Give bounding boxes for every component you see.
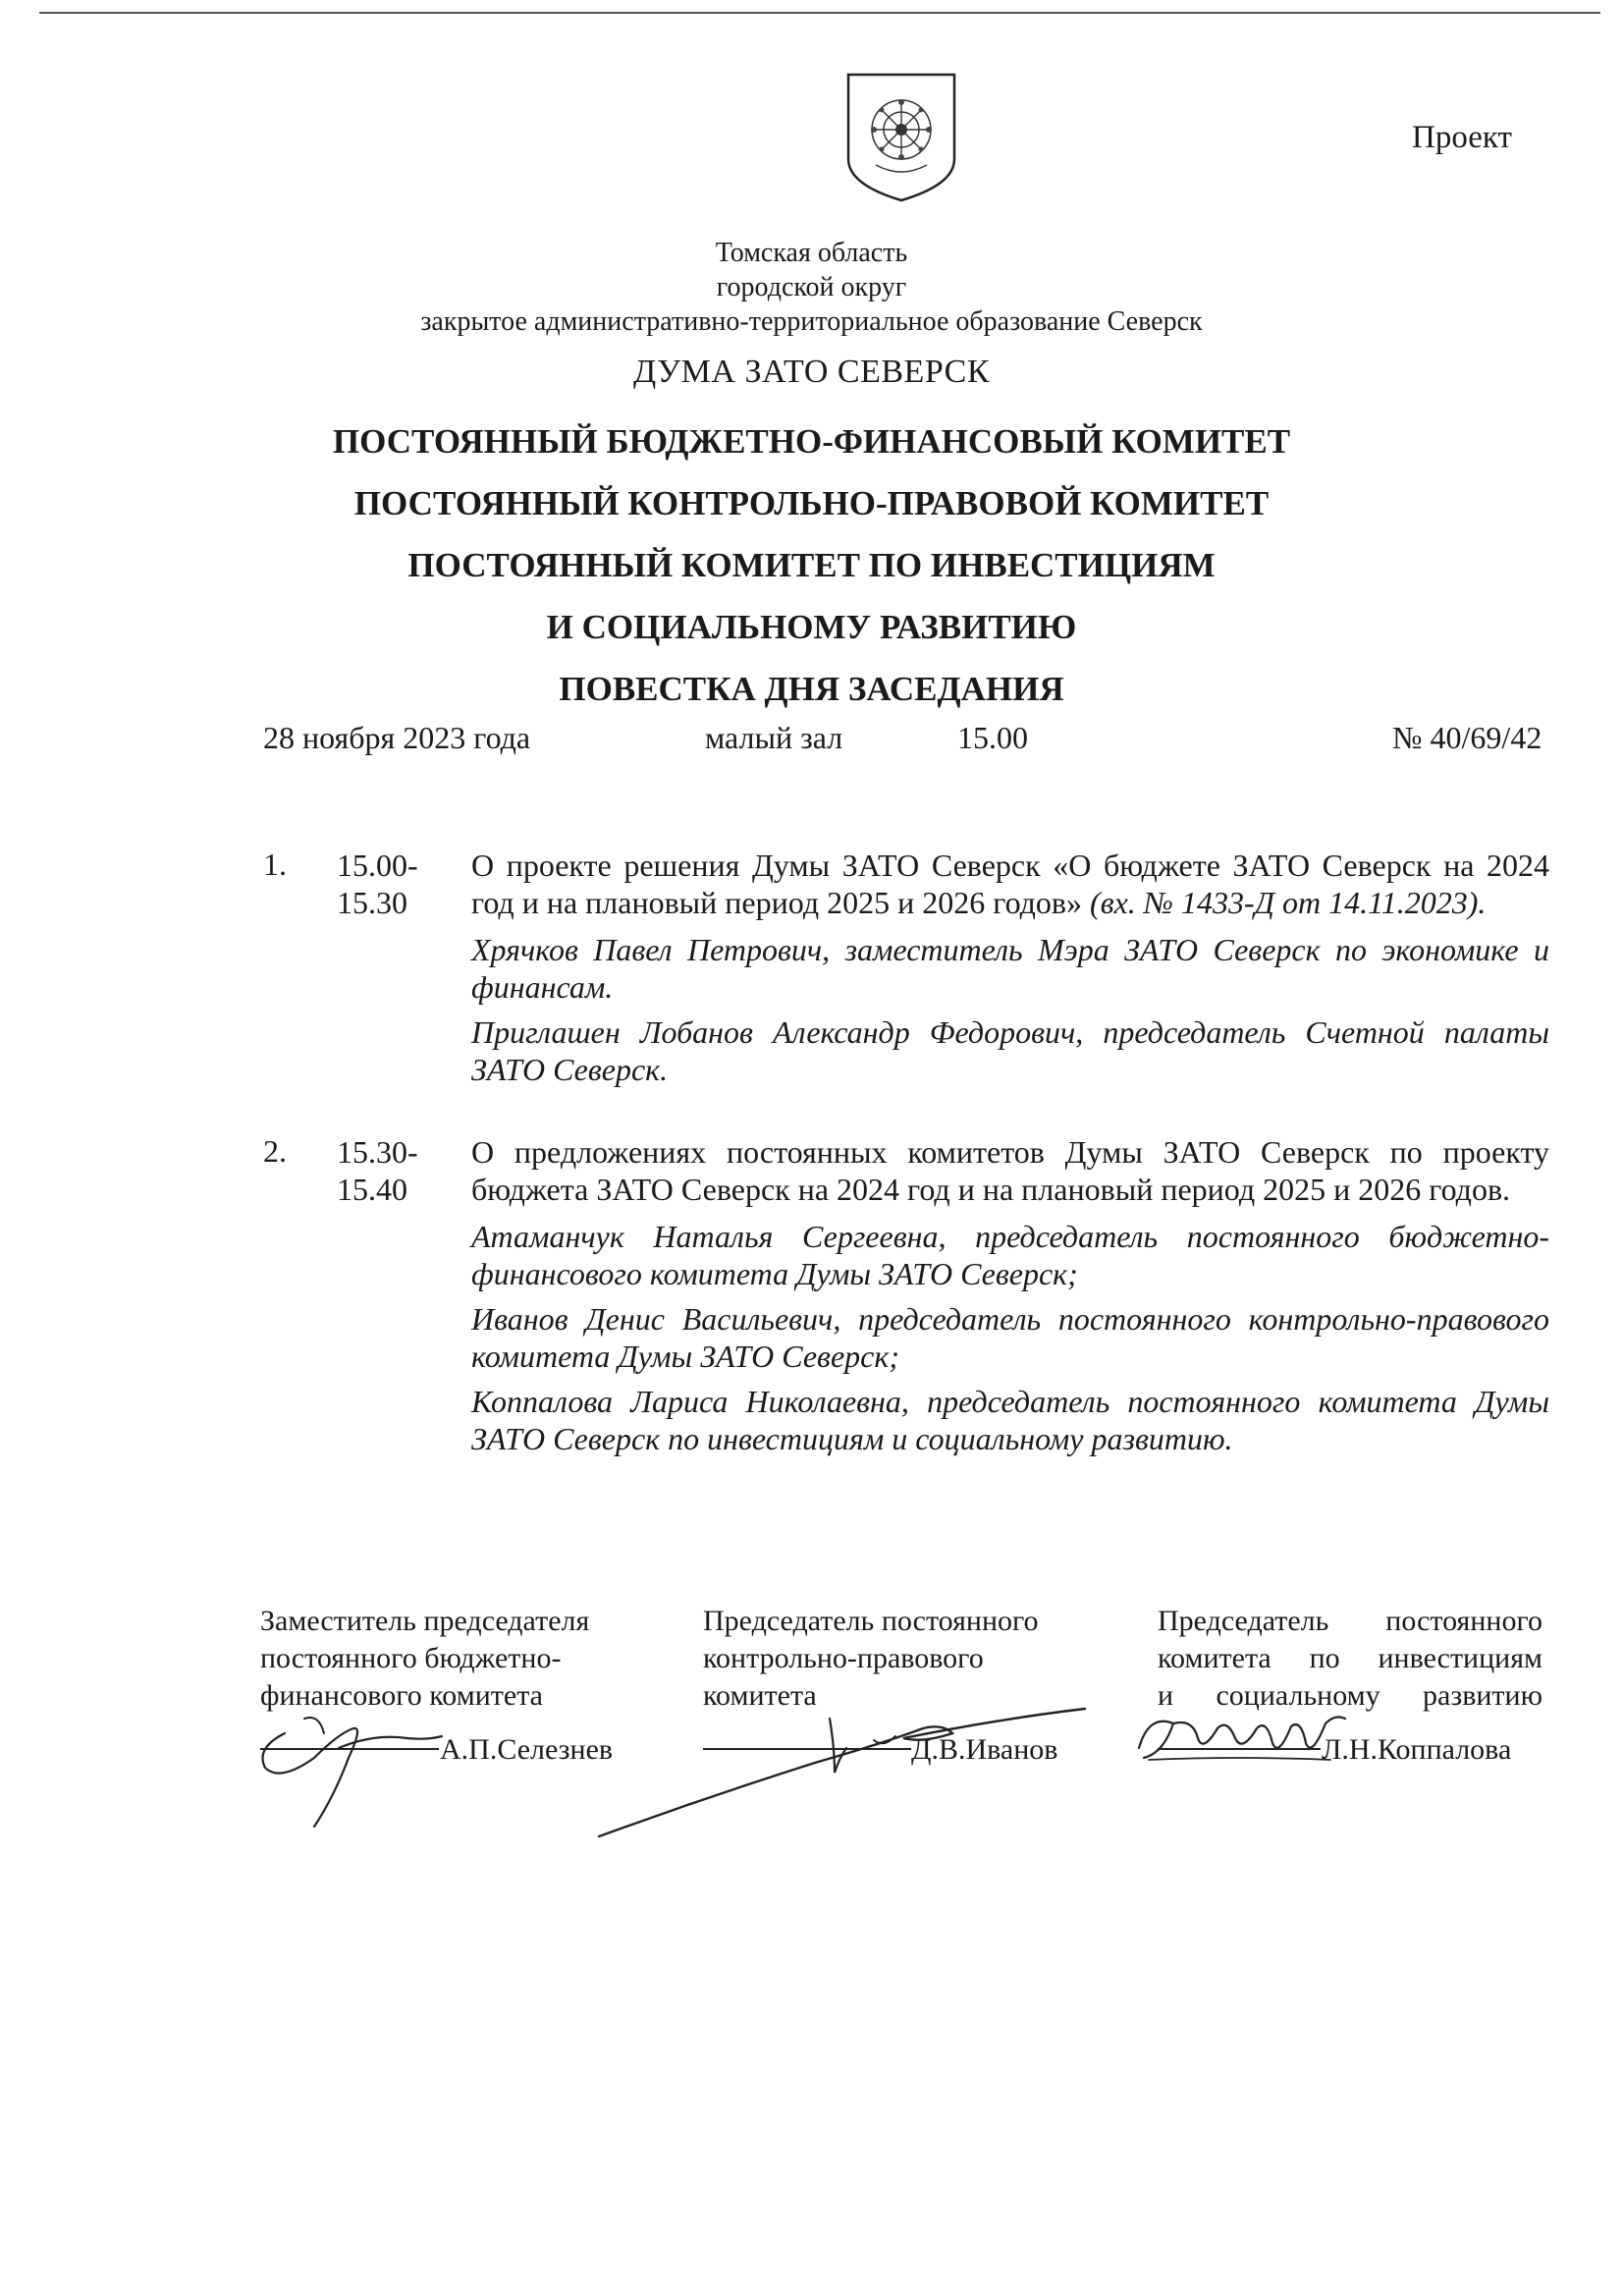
agenda-item-title: [471, 847, 1549, 921]
handwritten-signature-3: [1119, 1699, 1365, 1777]
meeting-time: 15.00: [957, 720, 1028, 755]
committee-line: ПОСТОЯННЫЙ КОМИТЕТ ПО ИНВЕСТИЦИЯМ: [407, 546, 1216, 584]
signatory-name: Д.В.Иванов: [911, 1733, 1058, 1766]
agenda-item-time: [337, 847, 418, 921]
agenda-title: ПОВЕСТКА ДНЯ ЗАСЕДАНИЯ: [559, 670, 1064, 708]
project-label: Проект: [1412, 120, 1512, 155]
region-line: городской округ: [716, 272, 907, 302]
committee-line: ПОСТОЯННЫЙ КОНТРОЛЬНО-ПРАВОВОЙ КОМИТЕТ: [353, 484, 1270, 522]
position-line: постоянного бюджетно-: [260, 1642, 562, 1674]
agenda-item-number: 2.: [263, 1133, 287, 1169]
position-line: Заместитель председателя: [260, 1605, 590, 1637]
position-line: комитета: [703, 1679, 817, 1712]
committees-heading: [0, 410, 1623, 720]
agenda-item-reference: (вх. № 1433-Д от 14.11.2023).: [1090, 885, 1487, 920]
time-start: 15.30-: [337, 1134, 418, 1170]
speaker: Приглашен Лобанов Александр Федорович, председатель Счетной палаты ЗАТО Северск.: [471, 1014, 1549, 1087]
time-end: 15.40: [337, 1172, 407, 1207]
region-line: закрытое административно-территориальное образование Северск: [420, 306, 1203, 337]
agenda-item-title-text: О проекте решения Думы ЗАТО Северск «О бюджете ЗАТО Северск на 2024 год и на плановый период 2025 и 2026 годов»: [471, 847, 1549, 920]
region-line: Томская область: [715, 238, 908, 268]
committee-line: И СОЦИАЛЬНОМУ РАЗВИТИЮ: [546, 608, 1077, 646]
signatory-name: Л.Н.Коппалова: [1322, 1733, 1512, 1766]
speaker: Иванов Денис Васильевич, председатель постоянного контрольно-правового комитета Думы ЗАТО Северск;: [471, 1301, 1549, 1374]
handwritten-signature-1: [245, 1689, 461, 1836]
speaker: Хрячков Павел Петрович, заместитель Мэра ЗАТО Северск по экономике и финансам.: [471, 932, 1549, 1005]
position-line: и социальному развитию: [1158, 1679, 1542, 1712]
committee-line: ПОСТОЯННЫЙ БЮДЖЕТНО-ФИНАНСОВЫЙ КОМИТЕТ: [332, 422, 1291, 461]
coat-of-arms-icon: [842, 69, 960, 206]
position-line: Председатель постоянного: [1158, 1605, 1542, 1637]
meeting-room: малый зал: [705, 720, 843, 755]
region-heading: [0, 236, 1623, 339]
time-start: 15.00-: [337, 847, 418, 883]
speaker: Атаманчук Наталья Сергеевна, председатель постоянного бюджетно-финансового комитета Думы ЗАТО Северск;: [471, 1219, 1549, 1291]
time-end: 15.30: [337, 885, 407, 920]
agenda-item-body: [471, 1133, 1549, 1465]
meeting-number: № 40/69/42: [1392, 720, 1542, 755]
handwritten-signature-2: [589, 1689, 1100, 1856]
agenda-item-number: 1.: [263, 847, 287, 882]
meeting-date: 28 ноября 2023 года: [263, 720, 531, 755]
agenda-item-title: О предложениях постоянных комитетов Думы ЗАТО Северск по проекту бюджета ЗАТО Северск на 2024 год и на плановый период 2025 и 2026 годов.: [471, 1134, 1549, 1207]
position-line: финансового комитета: [260, 1679, 543, 1712]
agenda-item-time: [337, 1133, 418, 1208]
scan-edge-line: [39, 12, 1600, 14]
duma-title: ДУМА ЗАТО СЕВЕРСК: [632, 354, 990, 390]
signatory-position: [1158, 1603, 1542, 1715]
speaker: Коппалова Лариса Николаевна, председатель постоянного комитета Думы ЗАТО Северск по инвестициям и социальному развитию.: [471, 1384, 1549, 1456]
position-line: Председатель постоянного: [703, 1605, 1039, 1637]
position-line: комитета по инвестициям: [1158, 1642, 1542, 1674]
agenda-item-body: [471, 847, 1549, 1096]
signatory-name: А.П.Селезнев: [440, 1733, 614, 1766]
position-line: контрольно-правового: [703, 1642, 984, 1674]
